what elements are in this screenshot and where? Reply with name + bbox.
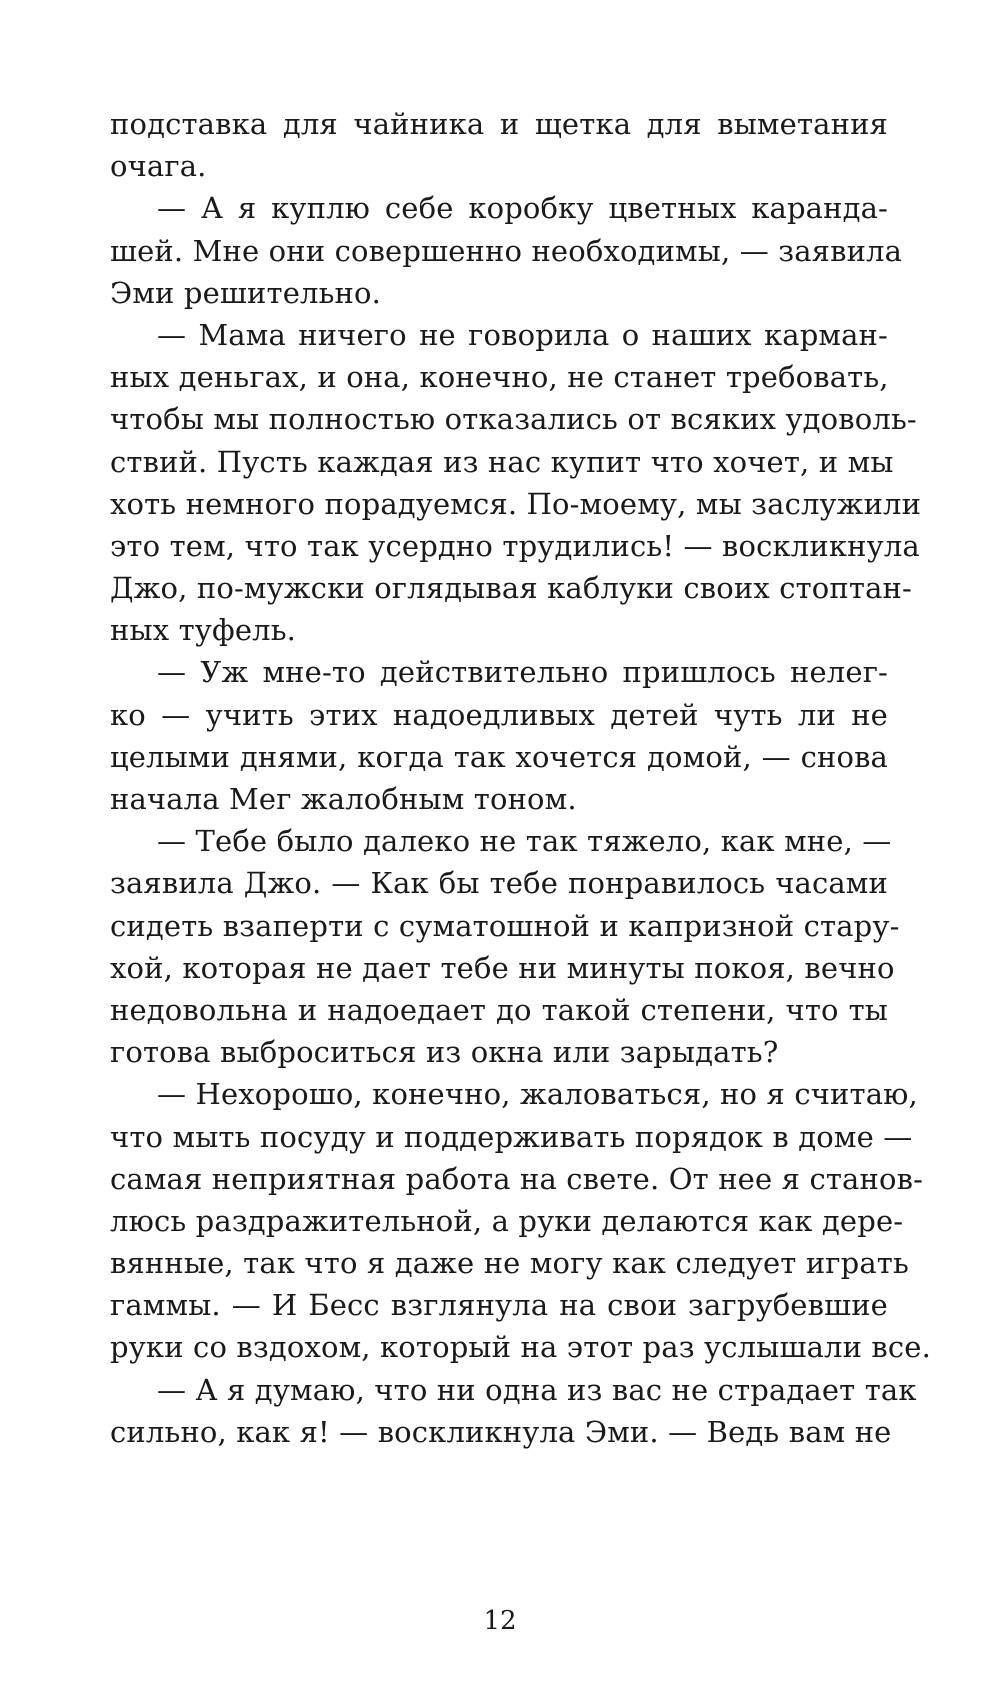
text-line: ных деньгах, и она, конечно, не станет требовать, bbox=[110, 360, 889, 395]
text-line: — Уж мне-то действительно пришлось нелег- bbox=[157, 655, 888, 690]
text-line: хой, которая не дает тебе ни минуты покоя, вечно bbox=[110, 950, 895, 985]
text-line: руки со вздохом, который на этот раз услышали все. bbox=[110, 1330, 931, 1365]
text-line: сильно, как я! — воскликнула Эми. — Ведь вам не bbox=[110, 1414, 892, 1449]
body-text bbox=[110, 103, 931, 1453]
text-line: вянные, так что я даже не могу как следует играть bbox=[110, 1246, 909, 1281]
text-line: целыми днями, когда так хочется домой, — снова bbox=[110, 739, 888, 774]
text-line: — А я куплю себе коробку цветных каранда- bbox=[157, 191, 888, 226]
text-line: очага. bbox=[110, 149, 207, 184]
text-line: что мыть посуду и поддерживать порядок в доме — bbox=[110, 1119, 913, 1154]
text-line: ных туфель. bbox=[110, 613, 297, 648]
text-line: сидеть взаперти с суматошной и капризной стару- bbox=[110, 908, 900, 943]
text-line: подставка для чайника и щетка для выметания bbox=[110, 107, 888, 141]
text-line: хоть немного порадуемся. По-моему, мы заслужили bbox=[110, 486, 922, 521]
text-line: чтобы мы полностью отказались от всяких удоволь- bbox=[110, 402, 917, 437]
text-line: это тем, что так усердно трудились! — воскликнула bbox=[110, 528, 920, 563]
text-line: самая неприятная работа на свете. От нее я станов- bbox=[110, 1161, 924, 1196]
text-line: — Тебе было далеко не так тяжело, как мне, — bbox=[157, 824, 892, 859]
text-line: гаммы. — И Бесс взглянула на свои загрубевшие bbox=[110, 1288, 888, 1323]
text-line: Эми решительно. bbox=[110, 275, 381, 310]
text-line: недовольна и надоедает до такой степени, что ты bbox=[110, 992, 888, 1027]
text-line: ствий. Пусть каждая из нас купит что хочет, и мы bbox=[110, 444, 894, 479]
text-line: готова выброситься из окна или зарыдать? bbox=[110, 1035, 779, 1070]
text-line: Джо, по-мужски оглядывая каблуки своих стоптан- bbox=[110, 571, 912, 606]
text-line: шей. Мне они совершенно необходимы, — заявила bbox=[110, 233, 903, 268]
text-line: — Мама ничего не говорила о наших карман- bbox=[157, 317, 888, 352]
text-line: ко — учить этих надоедливых детей чуть ли не bbox=[110, 697, 888, 732]
text-line: начала Мег жалобным тоном. bbox=[110, 782, 577, 816]
text-line: люсь раздражительной, а руки делаются как дере- bbox=[110, 1203, 904, 1238]
text-line: заявила Джо. — Как бы тебе понравилось часами bbox=[110, 866, 888, 901]
page-number: 12 bbox=[483, 1606, 517, 1636]
text-line: — А я думаю, что ни одна из вас не страдает так bbox=[157, 1372, 917, 1407]
text-line: — Нехорошо, конечно, жаловаться, но я считаю, bbox=[157, 1077, 918, 1112]
